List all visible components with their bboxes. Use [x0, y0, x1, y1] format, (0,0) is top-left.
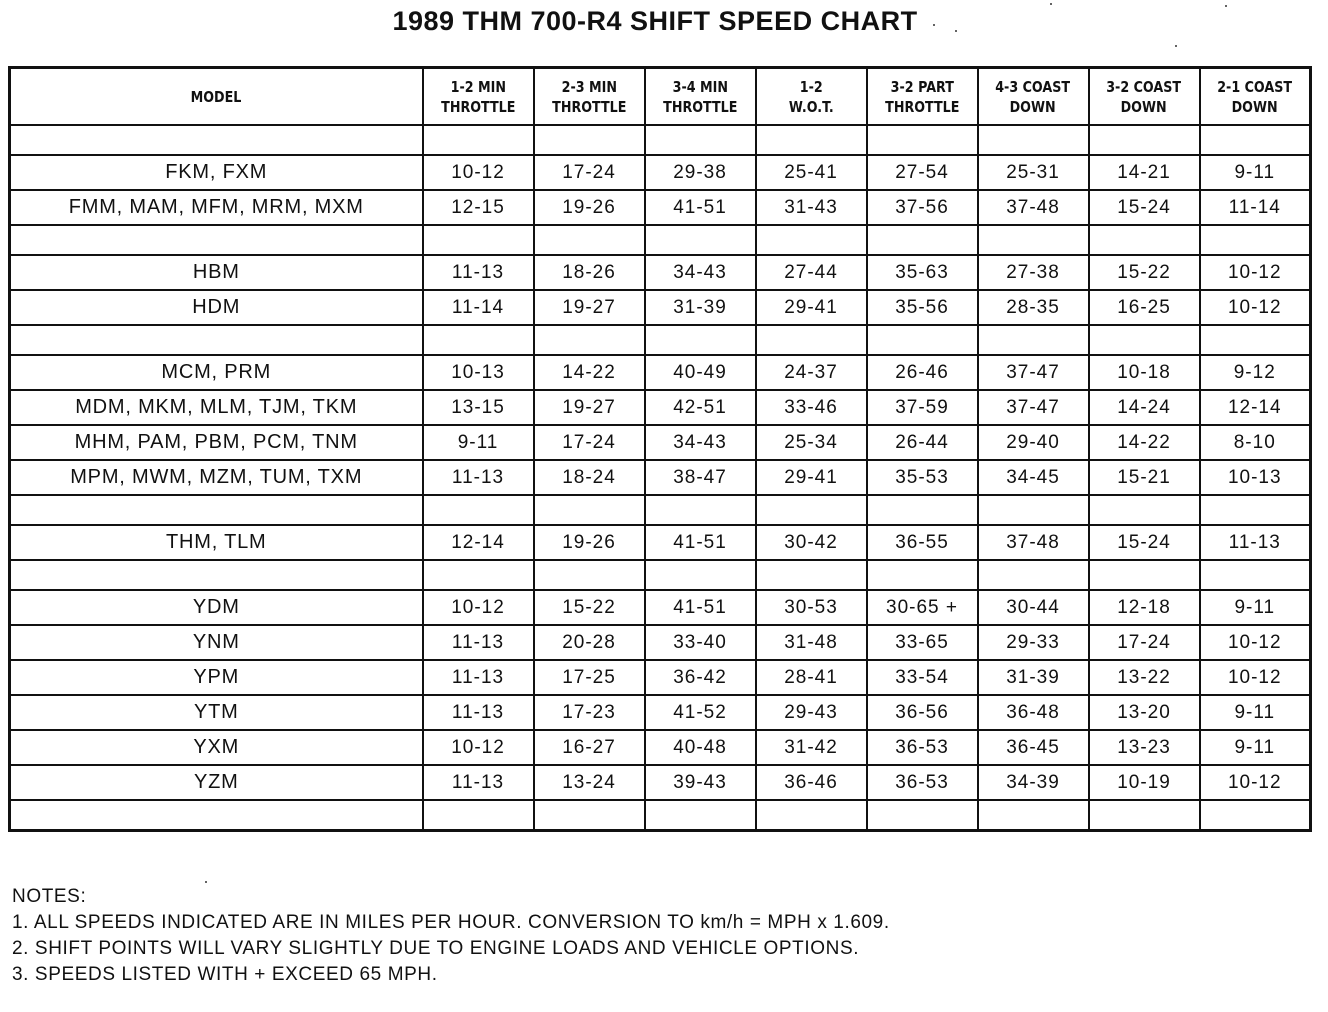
note-item: 1. ALL SPEEDS INDICATED ARE IN MILES PER HOUR. CONVERSION TO km/h = MPH x 1.609. — [12, 912, 890, 933]
empty-cell — [1089, 125, 1200, 155]
speed-cell: 35-56 — [867, 290, 978, 325]
empty-cell — [534, 560, 645, 590]
speed-cell: 36-56 — [867, 695, 978, 730]
empty-cell — [867, 800, 978, 831]
speed-cell: 13-24 — [534, 765, 645, 800]
speed-cell: 11-13 — [423, 765, 534, 800]
table-row — [10, 695, 1311, 730]
empty-cell — [645, 125, 756, 155]
speed-cell: 15-24 — [1089, 525, 1200, 560]
header-line: 1-2 — [799, 77, 823, 96]
header-model-label: MODEL — [190, 87, 242, 106]
speed-cell: 41-52 — [645, 695, 756, 730]
model-cell: YTM — [10, 695, 423, 730]
speed-cell: 11-14 — [423, 290, 534, 325]
scan-speck — [1050, 3, 1052, 5]
speed-cell: 31-42 — [756, 730, 867, 765]
empty-cell — [645, 225, 756, 255]
speed-cell: 10-13 — [1200, 460, 1311, 495]
speed-cell: 12-14 — [423, 525, 534, 560]
header-3-2-part-throttle — [867, 68, 978, 126]
speed-cell: 31-39 — [645, 290, 756, 325]
speed-cell: 12-14 — [1200, 390, 1311, 425]
table-row — [10, 290, 1311, 325]
speed-cell: 29-41 — [756, 460, 867, 495]
empty-cell — [756, 125, 867, 155]
header-row — [10, 68, 1311, 126]
empty-cell — [645, 560, 756, 590]
speed-cell: 42-51 — [645, 390, 756, 425]
scan-speck — [1175, 45, 1177, 47]
speed-cell: 38-47 — [645, 460, 756, 495]
speed-cell: 18-26 — [534, 255, 645, 290]
speed-cell: 31-43 — [756, 190, 867, 225]
speed-cell: 15-22 — [534, 590, 645, 625]
empty-cell — [978, 125, 1089, 155]
speed-cell: 27-38 — [978, 255, 1089, 290]
empty-cell — [534, 495, 645, 525]
shift-speed-table — [8, 66, 1312, 832]
empty-cell — [756, 225, 867, 255]
empty-cell — [1200, 800, 1311, 831]
speed-cell: 33-54 — [867, 660, 978, 695]
speed-cell: 10-12 — [423, 590, 534, 625]
notes-heading: NOTES: — [12, 886, 87, 907]
speed-cell: 34-39 — [978, 765, 1089, 800]
speed-cell: 9-12 — [1200, 355, 1311, 390]
model-cell: YDM — [10, 590, 423, 625]
empty-cell — [645, 325, 756, 355]
speed-cell: 10-13 — [423, 355, 534, 390]
speed-cell: 27-44 — [756, 255, 867, 290]
empty-cell — [1089, 495, 1200, 525]
note-item: 3. SPEEDS LISTED WITH + EXCEED 65 MPH. — [12, 964, 438, 985]
model-cell: MPM, MWM, MZM, TUM, TXM — [10, 460, 423, 495]
speed-cell: 28-35 — [978, 290, 1089, 325]
speed-cell: 37-47 — [978, 355, 1089, 390]
header-line: DOWN — [1231, 97, 1278, 116]
speed-cell: 36-53 — [867, 730, 978, 765]
speed-cell: 12-15 — [423, 190, 534, 225]
header-line: 3-4 MIN — [672, 77, 728, 96]
empty-cell — [867, 560, 978, 590]
header-1-2-min-throttle — [423, 68, 534, 126]
empty-cell — [423, 495, 534, 525]
speed-cell: 31-39 — [978, 660, 1089, 695]
speed-cell: 10-12 — [423, 155, 534, 190]
speed-cell: 33-46 — [756, 390, 867, 425]
speed-cell: 11-13 — [423, 660, 534, 695]
speed-cell: 14-22 — [534, 355, 645, 390]
empty-cell — [1089, 560, 1200, 590]
model-cell: THM, TLM — [10, 525, 423, 560]
header-line: THROTTLE — [440, 97, 516, 116]
chart-title: 1989 THM 700-R4 SHIFT SPEED CHART — [392, 6, 918, 36]
speed-cell: 27-54 — [867, 155, 978, 190]
speed-cell: 34-45 — [978, 460, 1089, 495]
speed-cell: 41-51 — [645, 590, 756, 625]
empty-cell — [867, 125, 978, 155]
speed-cell: 16-25 — [1089, 290, 1200, 325]
table-row — [10, 460, 1311, 495]
model-cell: YNM — [10, 625, 423, 660]
speed-cell: 15-21 — [1089, 460, 1200, 495]
model-cell: HBM — [10, 255, 423, 290]
speed-cell: 13-23 — [1089, 730, 1200, 765]
empty-cell — [10, 800, 423, 831]
speed-cell: 28-41 — [756, 660, 867, 695]
empty-cell — [423, 325, 534, 355]
speed-cell: 9-11 — [1200, 155, 1311, 190]
speed-cell: 17-23 — [534, 695, 645, 730]
speed-cell: 11-13 — [1200, 525, 1311, 560]
empty-cell — [978, 495, 1089, 525]
header-3-4-min-throttle — [645, 68, 756, 126]
table-row — [10, 255, 1311, 290]
speed-cell: 37-47 — [978, 390, 1089, 425]
empty-cell — [867, 325, 978, 355]
header-line: 4-3 COAST — [995, 77, 1071, 96]
speed-cell: 10-12 — [1200, 255, 1311, 290]
scan-speck — [1225, 5, 1227, 7]
speed-cell: 26-44 — [867, 425, 978, 460]
speed-cell: 40-49 — [645, 355, 756, 390]
model-cell: MCM, PRM — [10, 355, 423, 390]
speed-cell: 11-13 — [423, 255, 534, 290]
empty-cell — [534, 325, 645, 355]
speed-cell: 30-42 — [756, 525, 867, 560]
notes-section — [12, 884, 890, 988]
speed-cell: 19-27 — [534, 290, 645, 325]
empty-cell — [756, 560, 867, 590]
speed-cell: 36-45 — [978, 730, 1089, 765]
header-model — [10, 68, 423, 126]
empty-cell — [867, 495, 978, 525]
speed-cell: 41-51 — [645, 190, 756, 225]
speed-cell: 17-24 — [1089, 625, 1200, 660]
table-row — [10, 425, 1311, 460]
empty-cell — [756, 325, 867, 355]
speed-cell: 13-15 — [423, 390, 534, 425]
spacer-row — [10, 325, 1311, 355]
empty-cell — [1200, 495, 1311, 525]
scan-speck — [205, 881, 207, 883]
spacer-row — [10, 495, 1311, 525]
speed-cell: 35-53 — [867, 460, 978, 495]
header-2-3-min-throttle — [534, 68, 645, 126]
empty-cell — [645, 495, 756, 525]
speed-cell: 10-12 — [1200, 290, 1311, 325]
speed-cell: 13-20 — [1089, 695, 1200, 730]
table-row — [10, 390, 1311, 425]
speed-cell: 15-24 — [1089, 190, 1200, 225]
speed-cell: 17-24 — [534, 425, 645, 460]
speed-cell: 8-10 — [1200, 425, 1311, 460]
speed-cell: 19-27 — [534, 390, 645, 425]
model-cell: YXM — [10, 730, 423, 765]
speed-cell: 29-38 — [645, 155, 756, 190]
speed-cell: 39-43 — [645, 765, 756, 800]
scan-speck — [933, 24, 935, 26]
speed-cell: 29-41 — [756, 290, 867, 325]
speed-cell: 31-48 — [756, 625, 867, 660]
model-cell: FKM, FXM — [10, 155, 423, 190]
speed-cell: 10-12 — [423, 730, 534, 765]
speed-cell: 36-53 — [867, 765, 978, 800]
model-cell: YPM — [10, 660, 423, 695]
speed-cell: 30-53 — [756, 590, 867, 625]
empty-cell — [1200, 325, 1311, 355]
speed-cell: 15-22 — [1089, 255, 1200, 290]
empty-cell — [1200, 225, 1311, 255]
spacer-row — [10, 125, 1311, 155]
empty-cell — [534, 125, 645, 155]
speed-cell: 24-37 — [756, 355, 867, 390]
speed-cell: 36-48 — [978, 695, 1089, 730]
speed-cell: 19-26 — [534, 525, 645, 560]
speed-cell: 26-46 — [867, 355, 978, 390]
speed-cell: 30-65 + — [867, 590, 978, 625]
speed-cell: 11-13 — [423, 695, 534, 730]
speed-cell: 29-40 — [978, 425, 1089, 460]
header-line: THROTTLE — [551, 97, 627, 116]
empty-cell — [756, 495, 867, 525]
empty-cell — [423, 225, 534, 255]
speed-cell: 14-22 — [1089, 425, 1200, 460]
scan-speck — [955, 30, 957, 32]
empty-cell — [10, 325, 423, 355]
speed-cell: 33-65 — [867, 625, 978, 660]
speed-cell: 9-11 — [1200, 695, 1311, 730]
speed-cell: 10-19 — [1089, 765, 1200, 800]
table-row — [10, 355, 1311, 390]
model-cell: HDM — [10, 290, 423, 325]
table-row — [10, 590, 1311, 625]
model-cell: MDM, MKM, MLM, TJM, TKM — [10, 390, 423, 425]
speed-cell: 37-48 — [978, 190, 1089, 225]
speed-cell: 11-14 — [1200, 190, 1311, 225]
speed-cell: 17-25 — [534, 660, 645, 695]
table-row — [10, 190, 1311, 225]
model-cell: FMM, MAM, MFM, MRM, MXM — [10, 190, 423, 225]
header-line: DOWN — [1120, 97, 1168, 116]
empty-cell — [978, 800, 1089, 831]
empty-cell — [1200, 125, 1311, 155]
header-line: 2-3 MIN — [561, 77, 617, 96]
speed-cell: 9-11 — [423, 425, 534, 460]
speed-cell: 37-56 — [867, 190, 978, 225]
empty-cell — [645, 800, 756, 831]
empty-cell — [978, 225, 1089, 255]
speed-cell: 11-13 — [423, 625, 534, 660]
empty-cell — [534, 225, 645, 255]
header-line: DOWN — [1009, 97, 1057, 116]
speed-cell: 16-27 — [534, 730, 645, 765]
speed-cell: 10-18 — [1089, 355, 1200, 390]
speed-cell: 34-43 — [645, 425, 756, 460]
speed-cell: 41-51 — [645, 525, 756, 560]
empty-cell — [1089, 225, 1200, 255]
empty-cell — [534, 800, 645, 831]
header-2-1-coast-down — [1200, 68, 1311, 126]
speed-cell: 37-59 — [867, 390, 978, 425]
note-item: 2. SHIFT POINTS WILL VARY SLIGHTLY DUE TO ENGINE LOADS AND VEHICLE OPTIONS. — [12, 938, 860, 959]
empty-cell — [10, 225, 423, 255]
header-3-2-coast-down — [1089, 68, 1200, 126]
empty-cell — [423, 560, 534, 590]
speed-cell: 10-12 — [1200, 765, 1311, 800]
table-row — [10, 525, 1311, 560]
speed-cell: 18-24 — [534, 460, 645, 495]
speed-cell: 19-26 — [534, 190, 645, 225]
speed-cell: 14-24 — [1089, 390, 1200, 425]
header-line: 1-2 MIN — [450, 77, 506, 96]
speed-cell: 9-11 — [1200, 590, 1311, 625]
empty-cell — [756, 800, 867, 831]
empty-cell — [10, 560, 423, 590]
empty-cell — [1089, 325, 1200, 355]
header-line: 2-1 COAST — [1217, 77, 1293, 96]
table-row — [10, 625, 1311, 660]
empty-cell — [867, 225, 978, 255]
empty-cell — [978, 325, 1089, 355]
empty-cell — [10, 495, 423, 525]
header-line: 3-2 PART — [890, 77, 954, 96]
spacer-row — [10, 225, 1311, 255]
shift-speed-table-frame — [8, 66, 1312, 832]
speed-cell: 13-22 — [1089, 660, 1200, 695]
empty-cell — [1200, 560, 1311, 590]
speed-cell: 25-41 — [756, 155, 867, 190]
table-row — [10, 660, 1311, 695]
speed-cell: 40-48 — [645, 730, 756, 765]
speed-cell: 12-18 — [1089, 590, 1200, 625]
speed-cell: 33-40 — [645, 625, 756, 660]
speed-cell: 10-12 — [1200, 625, 1311, 660]
header-line: THROTTLE — [884, 97, 960, 116]
table-body — [10, 125, 1311, 831]
speed-cell: 14-21 — [1089, 155, 1200, 190]
header-1-2-wot — [756, 68, 867, 126]
speed-cell: 25-34 — [756, 425, 867, 460]
empty-cell — [10, 125, 423, 155]
empty-cell — [978, 560, 1089, 590]
model-cell: MHM, PAM, PBM, PCM, TNM — [10, 425, 423, 460]
empty-cell — [423, 800, 534, 831]
speed-cell: 20-28 — [534, 625, 645, 660]
header-line: W.O.T. — [788, 97, 834, 116]
speed-cell: 11-13 — [423, 460, 534, 495]
empty-cell — [423, 125, 534, 155]
speed-cell: 34-43 — [645, 255, 756, 290]
empty-cell — [1089, 800, 1200, 831]
speed-cell: 35-63 — [867, 255, 978, 290]
header-line: 3-2 COAST — [1106, 77, 1182, 96]
speed-cell: 10-12 — [1200, 660, 1311, 695]
speed-cell: 36-42 — [645, 660, 756, 695]
spacer-row — [10, 800, 1311, 831]
speed-cell: 30-44 — [978, 590, 1089, 625]
speed-cell: 17-24 — [534, 155, 645, 190]
table-row — [10, 730, 1311, 765]
model-cell: YZM — [10, 765, 423, 800]
spacer-row — [10, 560, 1311, 590]
speed-cell: 36-46 — [756, 765, 867, 800]
table-row — [10, 155, 1311, 190]
header-line: THROTTLE — [662, 97, 738, 116]
speed-cell: 29-33 — [978, 625, 1089, 660]
header-4-3-coast-down — [978, 68, 1089, 126]
speed-cell: 29-43 — [756, 695, 867, 730]
table-row — [10, 765, 1311, 800]
speed-cell: 9-11 — [1200, 730, 1311, 765]
speed-cell: 37-48 — [978, 525, 1089, 560]
speed-cell: 36-55 — [867, 525, 978, 560]
speed-cell: 25-31 — [978, 155, 1089, 190]
